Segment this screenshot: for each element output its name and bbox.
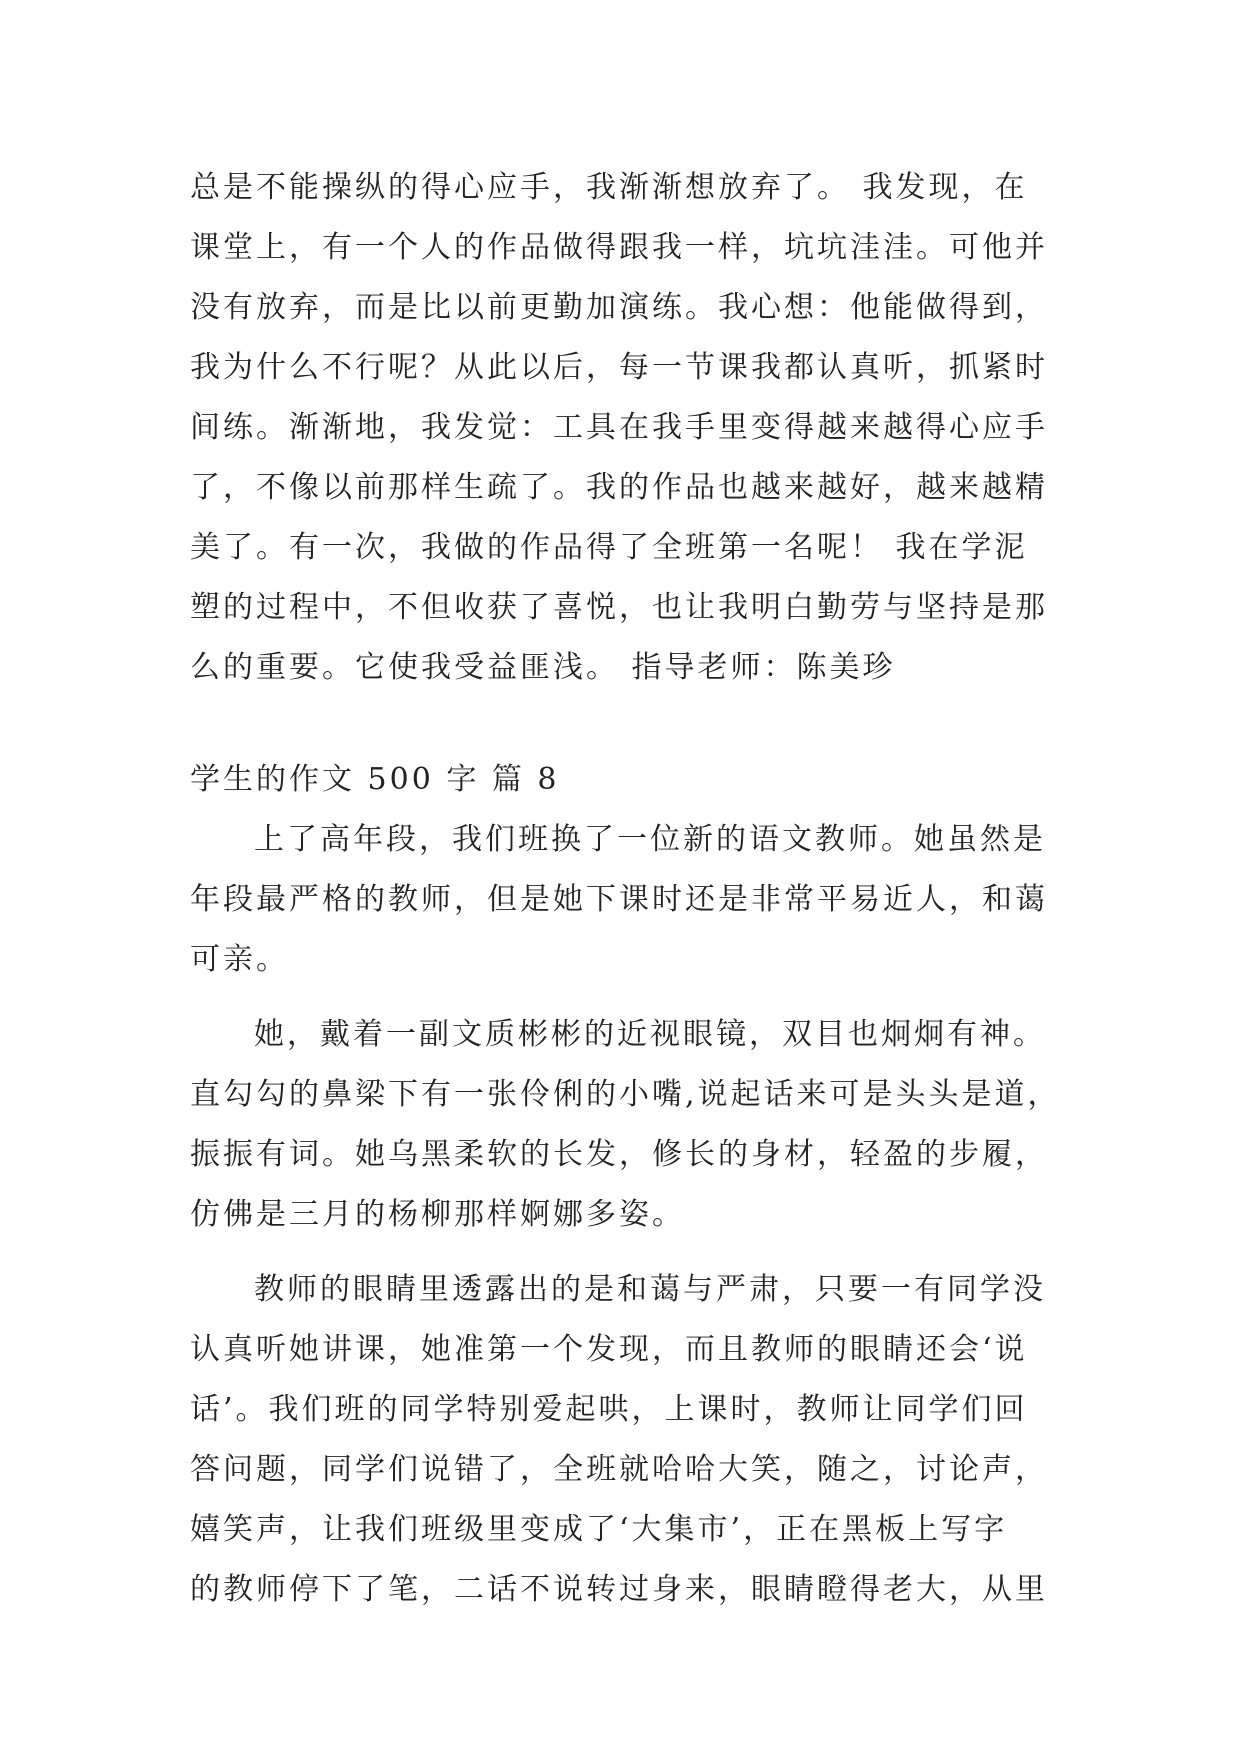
text-line: 我为什么不行呢？从此以后，每一节课我都认真听，抓紧时 (190, 350, 1048, 385)
text-line: 教师的眼睛里透露出的是和蔼与严肃，只要一有同学没 (254, 1272, 1046, 1307)
text-line: 可亲。 (190, 942, 289, 977)
text-line: 课堂上，有一个人的作品做得跟我一样，坑坑洼洼。可他并 (190, 230, 1048, 265)
text-line: 嬉笑声，让我们班级里变成了‘大集市’，正在黑板上写字 (190, 1512, 1008, 1547)
document-page (190, 158, 1070, 1620)
text-line: 的教师停下了笔，二话不说转过身来，眼睛瞪得老大，从里 (190, 1572, 1048, 1607)
text-line: 话’。我们班的同学特别爱起哄，上课时，教师让同学们回 (190, 1392, 1028, 1427)
text-line: 总是不能操纵的得心应手，我渐渐想放弃了。 我发现，在 (190, 170, 1028, 205)
text-line: 上了高年段，我们班换了一位新的语文教师。她虽然是 (254, 822, 1046, 857)
text-line: 间练。渐渐地，我发觉：工具在我手里变得越来越得心应手 (190, 410, 1048, 445)
text-line: 年段最严格的教师，但是她下课时还是非常平易近人，和蔼 (190, 882, 1048, 917)
essay-paragraph (190, 1005, 1070, 1245)
text-line: 直勾勾的鼻梁下有一张伶俐的小嘴,说起话来可是头头是道， (190, 1077, 1061, 1112)
previous-essay-ending (190, 158, 1070, 698)
essay-paragraph (190, 1260, 1070, 1620)
text-line: 振振有词。她乌黑柔软的长发，修长的身材，轻盈的步履， (190, 1137, 1048, 1172)
text-line: 么的重要。它使我受益匪浅。 指导老师：陈美珍 (190, 650, 896, 685)
text-line: 答问题，同学们说错了，全班就哈哈大笑，随之，讨论声， (190, 1452, 1048, 1487)
essay-heading: 学生的作文 500 字 篇 8 (190, 762, 560, 797)
text-line: 没有放弃，而是比以前更勤加演练。我心想：他能做得到， (190, 290, 1048, 325)
text-line: 美了。有一次，我做的作品得了全班第一名呢！ 我在学泥 (190, 530, 1028, 565)
text-line: 认真听她讲课，她准第一个发现，而且教师的眼睛还会‘说 (190, 1332, 1028, 1367)
text-line: 了，不像以前那样生疏了。我的作品也越来越好，越来越精 (190, 470, 1048, 505)
text-line: 仿佛是三月的杨柳那样婀娜多姿。 (190, 1197, 685, 1232)
text-line: 塑的过程中，不但收获了喜悦，也让我明白勤劳与坚持是那 (190, 590, 1048, 625)
text-line: 她，戴着一副文质彬彬的近视眼镜，双目也炯炯有神。 (254, 1017, 1046, 1052)
essay-paragraph (190, 810, 1070, 990)
